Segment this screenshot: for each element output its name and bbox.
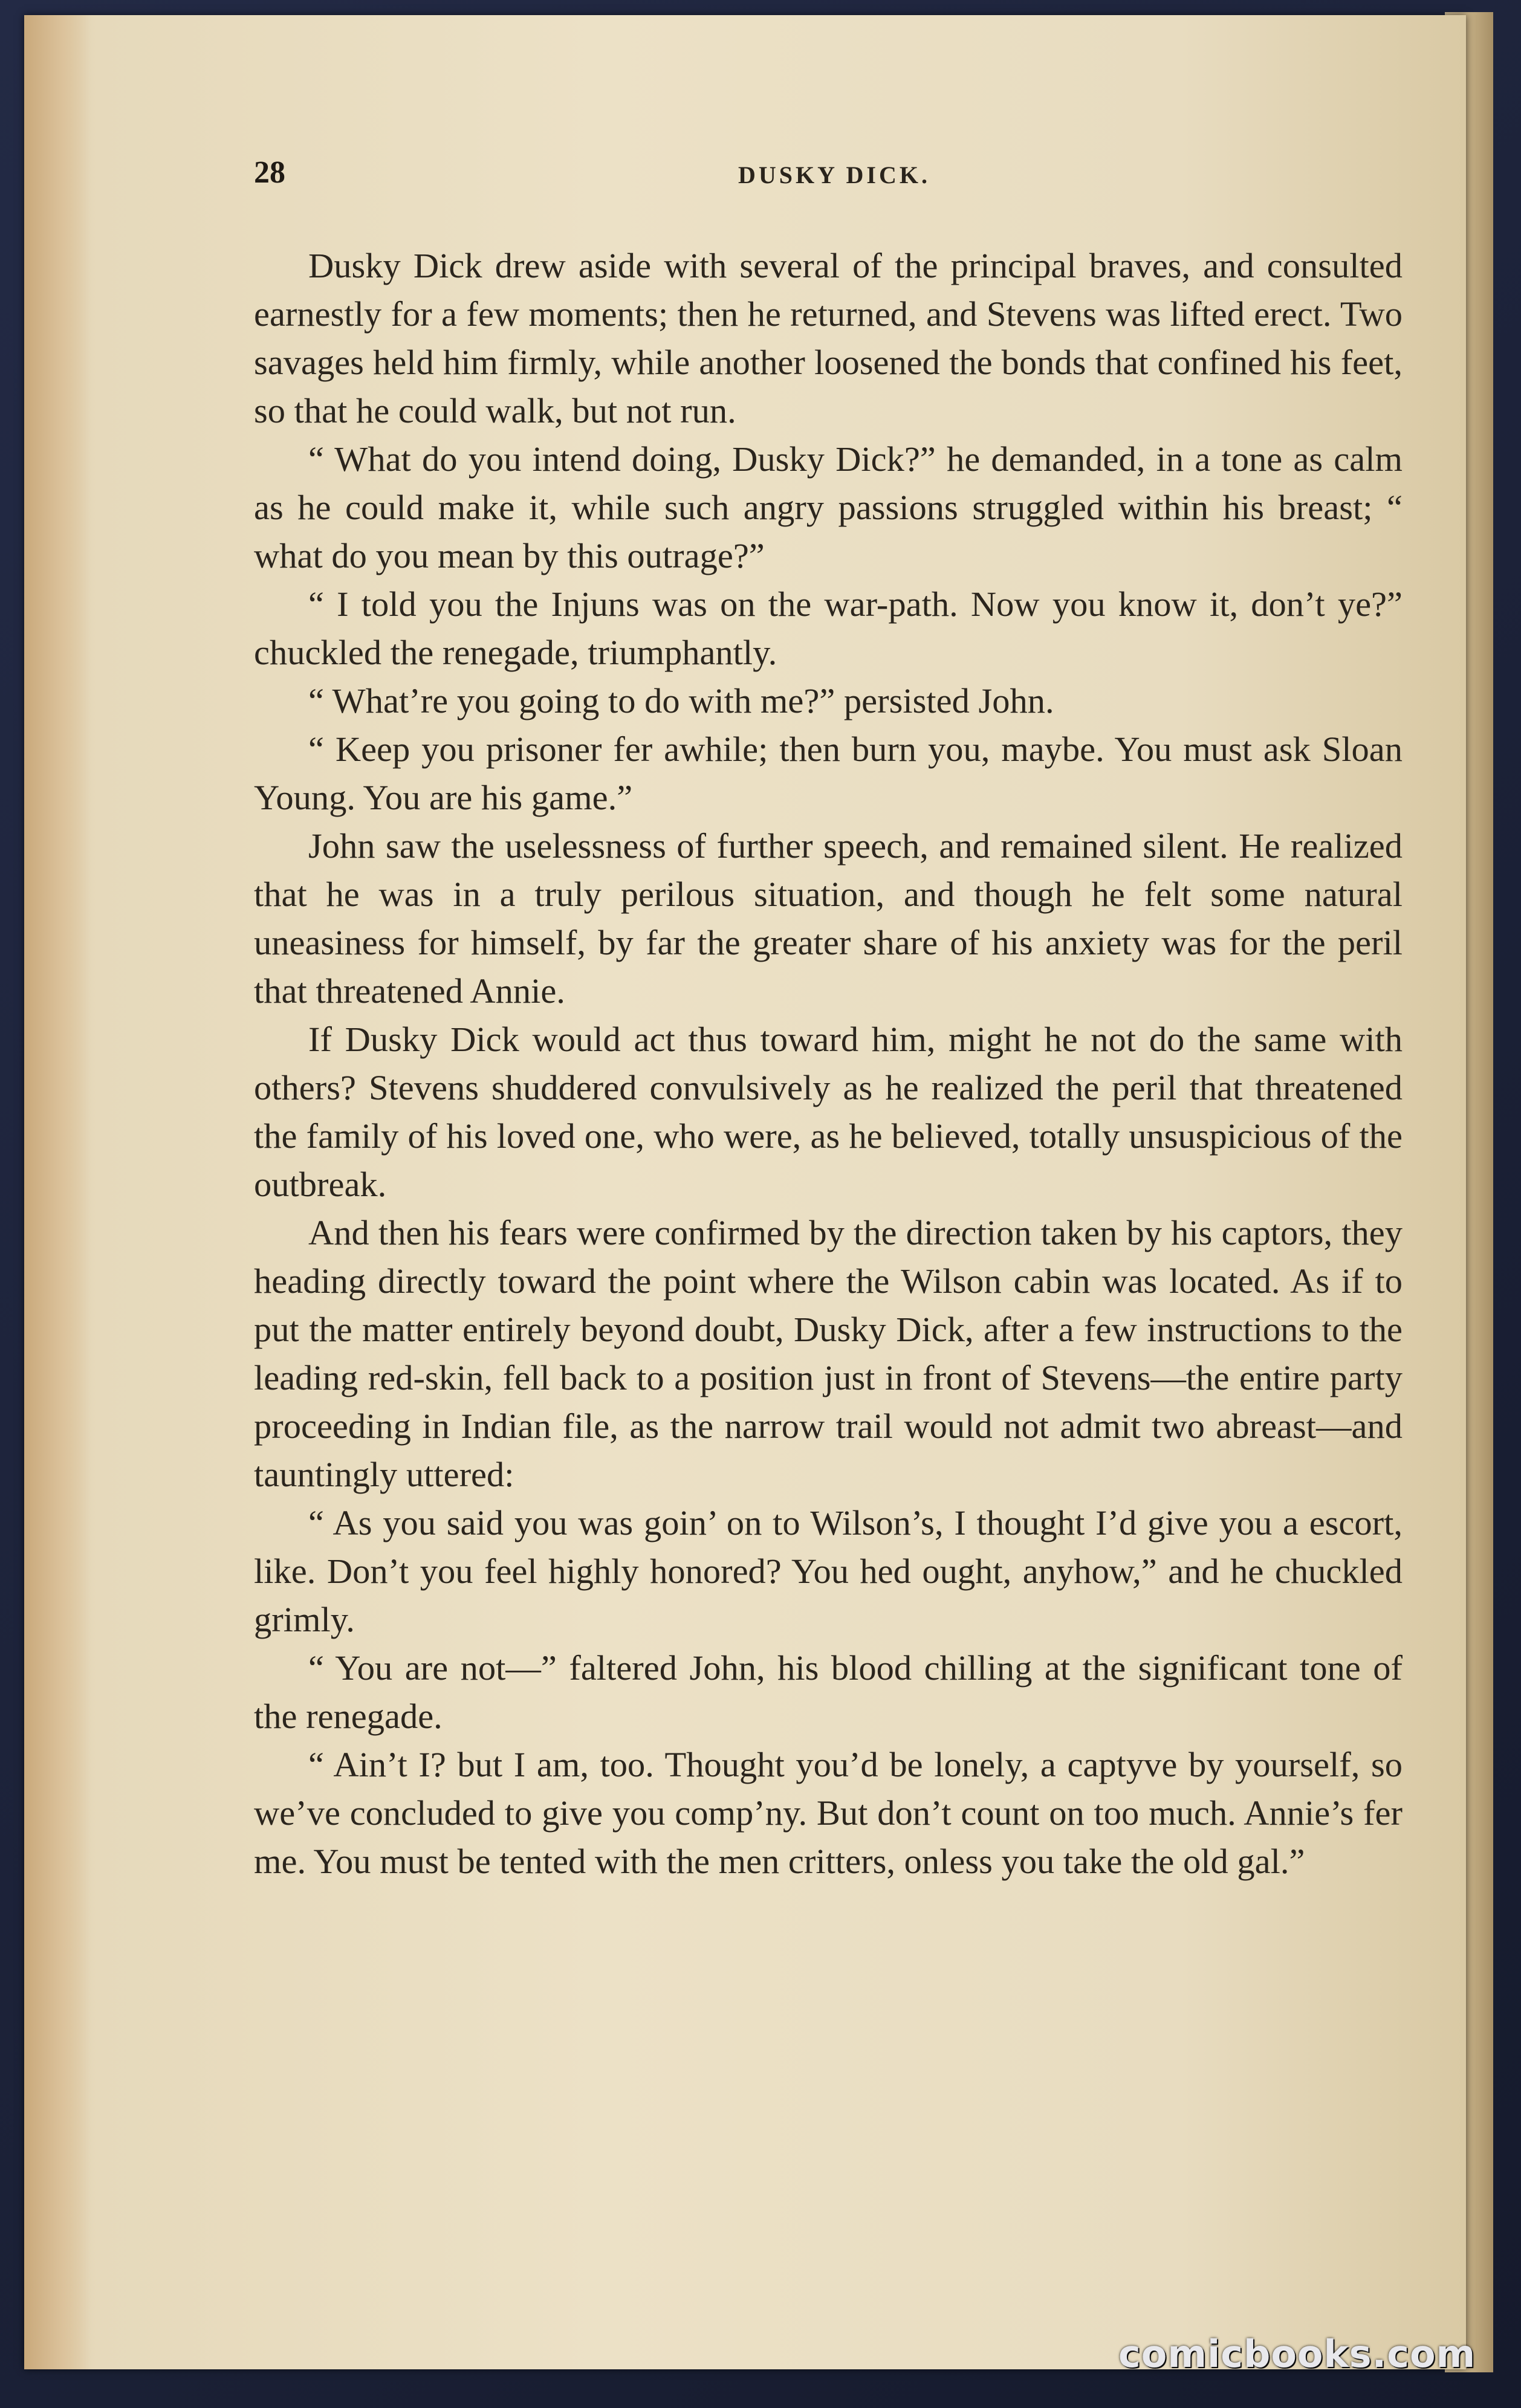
page-header [254,155,1415,203]
page-number: 28 [254,155,285,190]
watermark: comicbooks.com [1118,2332,1476,2376]
paragraph: “ You are not—” faltered John, his blood chilling at the significant tone of the renegade. [254,1648,1403,1736]
paragraph: “ Ain’t I? but I am, too. Thought you’d be lonely, a captyve by yourself, so we’ve concluded to give you comp’ny. But don’t count on too much. Annie’s fer me. You must be tented with the men critters, onless you take the old gal.” [254,1745,1403,1881]
paragraph: “ Keep you prisoner fer awhile; then burn you, maybe. You must ask Sloan Young. You are his game.” [254,730,1403,817]
paragraph: “ What do you intend doing, Dusky Dick?” he demanded, in a tone as calm as he could make it, while such angry passions struggled within his breast; “ what do you mean by this outrage?” [254,439,1403,575]
paragraph: “ I told you the Injuns was on the war-path. Now you know it, don’t ye?” chuckled the renegade, triumphantly. [254,584,1403,672]
paragraph: And then his fears were confirmed by the direction taken by his captors, they heading directly toward the point where the Wilson cabin was located. As if to put the matter entirely beyond doubt, Dusky Dick, after a few instructions to the leading red-skin, fell back to a position just in front of Stevens—the entire party proceeding in Indian file, as the narrow trail would not admit two abreast—and tauntingly uttered: [254,1213,1403,1494]
paragraph: Dusky Dick drew aside with several of the principal braves, and consulted earnestly for a few moments; then he returned, and Stevens was lifted erect. Two savages held him firmly, while another loosened the bonds that confined his feet, so that he could walk, but not run. [254,246,1403,430]
paragraph: John saw the uselessness of further speech, and remained silent. He realized that he was in a truly perilous situation, and though he felt some natural uneasiness for himself, by far the greater share of his anxiety was for the peril that threatened Annie. [254,826,1403,1011]
page-gutter [24,15,91,2369]
body-text [254,242,1403,1886]
paragraph: If Dusky Dick would act thus toward him, might he not do the same with others? Stevens shuddered convulsively as he realized the peril that threatened the family of his loved one, who were, as he believed, totally unsuspicious of the outbreak. [254,1020,1403,1204]
paragraph: “ As you said you was goin’ on to Wilson’s, I thought I’d give you a escort, like. Don’t you feel highly honored? You hed ought, anyhow,” and he chuckled grimly. [254,1503,1403,1639]
paragraph: “ What’re you going to do with me?” persisted John. [308,681,1054,720]
running-title: DUSKY DICK. [738,161,930,189]
